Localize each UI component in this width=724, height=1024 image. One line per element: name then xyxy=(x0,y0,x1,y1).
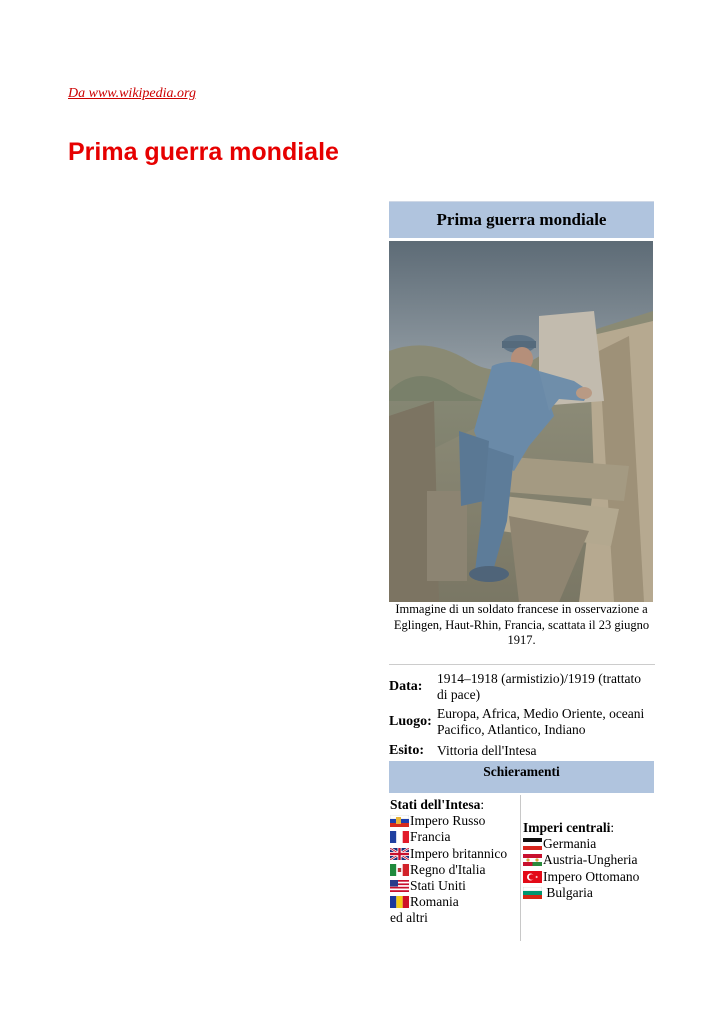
source-link[interactable]: Da www.wikipedia.org xyxy=(68,86,196,101)
fact-row-date xyxy=(389,669,654,704)
romania-flag-icon xyxy=(390,896,409,908)
fact-row-outcome xyxy=(389,739,654,762)
country-name: Regno d'Italia xyxy=(410,861,486,877)
column-divider xyxy=(520,795,521,941)
central-title: Imperi centrali xyxy=(523,820,611,835)
list-item xyxy=(523,836,653,852)
russia-flag-icon xyxy=(390,815,409,827)
list-item xyxy=(390,846,520,862)
infobox-title: Prima guerra mondiale xyxy=(389,201,654,238)
ottoman-flag-icon xyxy=(523,871,542,883)
list-item xyxy=(390,813,520,829)
fact-label: Esito: xyxy=(389,742,424,758)
image-caption: Immagine di un soldato francese in osservazione a Eglingen, Haut-Rhin, Francia, scattata il 23 giugno 1917. xyxy=(393,602,650,647)
bulgaria-flag-icon xyxy=(523,887,542,899)
list-item xyxy=(523,885,653,901)
fact-label: Luogo: xyxy=(389,713,432,729)
germany-flag-icon xyxy=(523,838,542,850)
country-name: Impero britannico xyxy=(410,845,508,861)
list-item xyxy=(390,862,520,878)
usa-flag-icon xyxy=(390,880,409,892)
country-name: Stati Uniti xyxy=(410,877,466,893)
list-item xyxy=(390,829,520,845)
divider xyxy=(389,664,655,665)
page-title: Prima guerra mondiale xyxy=(68,138,339,166)
sides-header: Schieramenti xyxy=(389,761,654,793)
list-item xyxy=(390,894,520,910)
list-item xyxy=(523,869,653,885)
austria-hungary-flag-icon xyxy=(523,854,542,866)
country-name: Impero Russo xyxy=(410,813,486,829)
sides-table xyxy=(389,795,654,941)
fact-value: Vittoria dell'Intesa xyxy=(437,742,537,758)
fact-row-place xyxy=(389,704,654,739)
uk-flag-icon xyxy=(390,848,409,860)
list-item xyxy=(390,878,520,894)
others-note: ed altri xyxy=(390,910,428,926)
italy-flag-icon xyxy=(390,864,409,876)
france-flag-icon xyxy=(390,831,409,843)
country-name: Germania xyxy=(543,836,597,852)
country-name: Impero Ottomano xyxy=(543,868,640,884)
country-name: Austria-Ungheria xyxy=(543,852,638,868)
country-name: Romania xyxy=(410,894,459,910)
country-name: Francia xyxy=(410,829,451,845)
central-column: Imperi centrali: Germania Austria-Ungheria Impero Ottomano Bulgaria xyxy=(523,820,653,901)
fact-value: 1914–1918 (armistizio)/1919 (trattato di pace) xyxy=(437,670,641,702)
fact-value: Europa, Africa, Medio Oriente, oceani Pacifico, Atlantico, Indiano xyxy=(437,705,645,737)
fact-label: Data: xyxy=(389,678,423,694)
infobox xyxy=(389,201,654,238)
soldier-photo xyxy=(389,241,653,602)
country-name: Bulgaria xyxy=(543,884,593,900)
entente-column: Stati dell'Intesa: Impero Russo Francia Impero britannico Regno d'Italia Stati Uniti Romania ed altri xyxy=(390,797,520,927)
entente-title: Stati dell'Intesa xyxy=(390,797,481,812)
facts-table xyxy=(389,669,654,762)
list-item xyxy=(523,852,653,868)
